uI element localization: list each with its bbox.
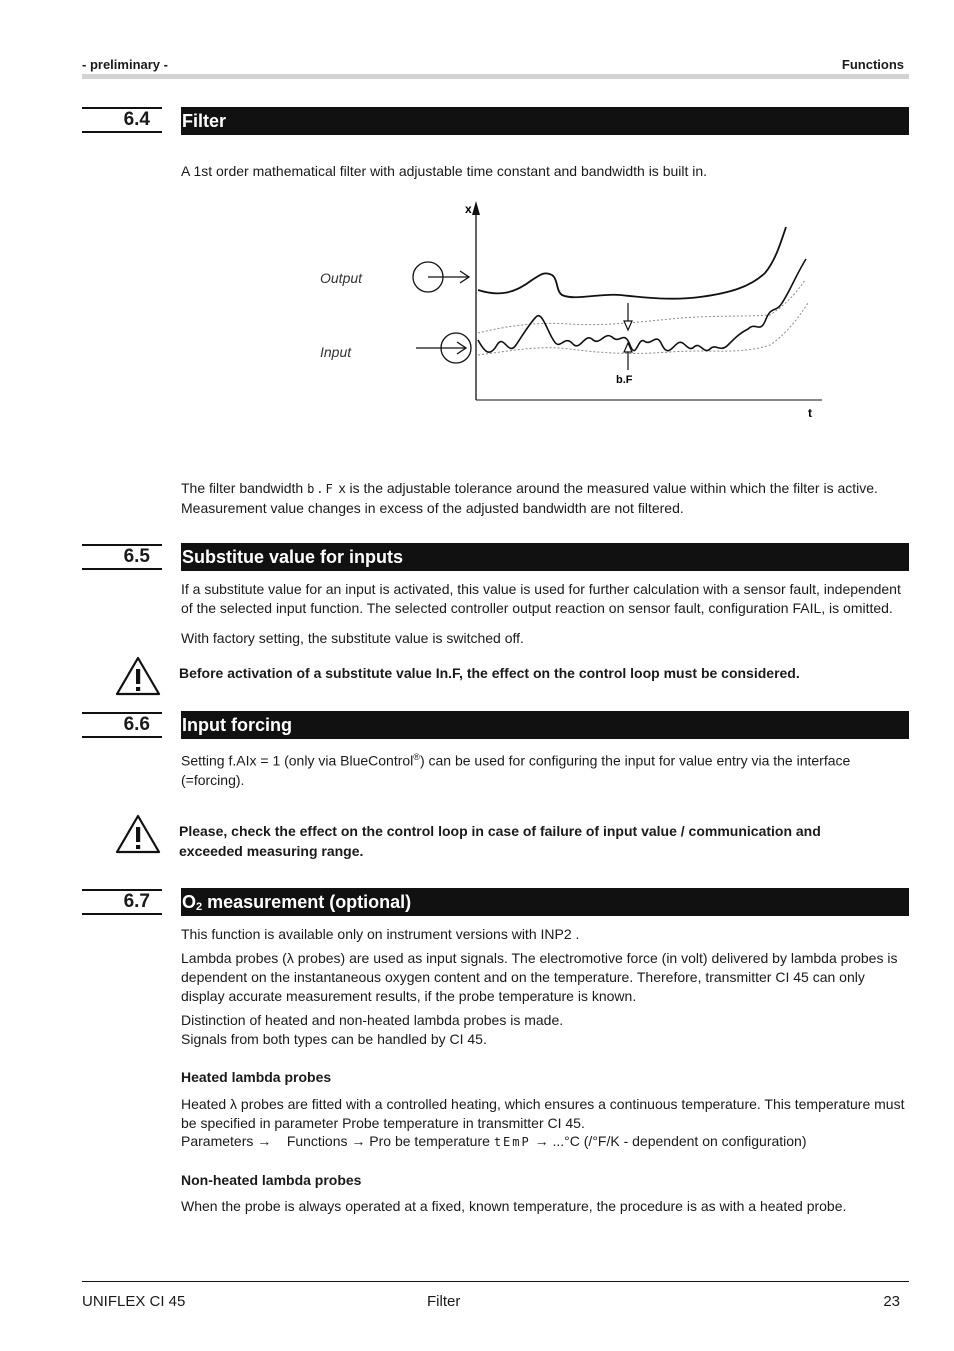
parameter-path: [181, 1132, 909, 1152]
nonheated-heading: Non-heated lambda probes: [181, 1172, 362, 1188]
warning-icon: [115, 814, 161, 854]
substitute-para2: With factory setting, the substitute value is switched off.: [181, 630, 524, 646]
o2-para3: [181, 1011, 909, 1049]
nonheated-para: When the probe is always operated at a fixed, known temperature, the procedure is as with a heated probe.: [181, 1198, 847, 1214]
section-title: Input forcing: [181, 711, 909, 739]
section-number: 6.5: [82, 544, 162, 570]
band-upper: [478, 280, 805, 333]
heated-para: Heated λ probes are fitted with a controlled heating, which ensures a continuous temperature. This temperature must be specified in parameter Probe temperature in transmitter CI 45.: [181, 1096, 905, 1131]
registered-mark: ®: [413, 752, 420, 762]
header-rule: [82, 74, 909, 79]
o2-title-pre: O: [182, 892, 197, 912]
warning-icon: [115, 656, 161, 696]
header-right: Functions: [841, 57, 904, 72]
bandwidth-pre: The filter bandwidth: [181, 480, 304, 496]
substitute-para1: If a substitute value for an input is activated, this value is used for further calculation with a sensor fault, independent of the selected input function. The selected controller output reaction on sensor fault, configuration FAIL, is omitted.: [181, 581, 901, 616]
y-axis-arrow: [472, 201, 480, 215]
bf-label: b.F: [616, 374, 633, 386]
o2-title-sub: 2: [196, 901, 203, 913]
path-part-b: Functions → Pro be temperature: [286, 1133, 490, 1149]
input-label: Input: [320, 344, 352, 360]
page-number: 23: [883, 1293, 900, 1310]
forcing-para: [181, 748, 909, 790]
bandwidth-code: b.F: [307, 482, 335, 496]
forcing-para-post: ) can be used for configuring the input for value entry via the interface (=forcing).: [181, 752, 851, 788]
output-label: Output: [320, 270, 363, 286]
section-title: Filter: [181, 107, 909, 135]
filter-diagram: [300, 195, 840, 430]
section-number: 6.7: [82, 889, 162, 915]
o2-para3-line2: Signals from both types can be handled by CI 45.: [181, 1031, 487, 1047]
section-number: 6.6: [82, 712, 162, 738]
section-number: 6.4: [82, 107, 162, 133]
o2-para3-line1: Distinction of heated and non-heated lambda probes is made.: [181, 1012, 564, 1028]
x-axis-label: t: [808, 406, 812, 420]
footer-left: UNIFLEX CI 45: [82, 1293, 186, 1310]
input-signal: [478, 259, 806, 352]
filter-diagram-svg: [300, 195, 840, 430]
section-title: Substitue value for inputs: [181, 543, 909, 571]
path-part-a: Parameters →: [181, 1133, 272, 1149]
substitute-warning: Before activation of a substitute value In.F, the effect on the control loop must be considered.: [179, 665, 800, 681]
path-part-c: → ...°C (/°F/K - dependent on configuration): [534, 1133, 807, 1149]
o2-title-post: measurement (optional): [202, 892, 412, 912]
forcing-warning: Please, check the effect on the control loop in case of failure of input value / communication and exceeded measuring range.: [179, 823, 821, 859]
path-code: tEmP: [493, 1135, 531, 1149]
footer-center: Filter: [427, 1293, 461, 1310]
bandwidth-post: x is the adjustable tolerance around the measured value within which the filter is active.: [338, 480, 878, 496]
output-signal: [478, 227, 786, 299]
header-left: - preliminary -: [82, 57, 168, 72]
o2-para2: Lambda probes (λ probes) are used as input signals. The electromotive force (in volt) delivered by lambda probes is dependent on the instantaneous oxygen content and on the temperature. Therefore, transmitter CI 45 can only display accurate measurement results, if the probe temperature is known.: [181, 950, 898, 1004]
bandwidth-paragraph: [181, 479, 909, 518]
bf-arrow-top-head: [624, 321, 632, 330]
o2-para1: This function is available only on instrument versions with INP2 .: [181, 926, 580, 942]
filter-intro: A 1st order mathematical filter with adjustable time constant and bandwidth is built in.: [181, 163, 708, 179]
footer-rule: [82, 1281, 909, 1282]
y-axis-label: x: [465, 202, 472, 216]
forcing-para-pre: Setting f.AIx = 1 (only via BlueControl: [181, 752, 414, 769]
heated-heading: Heated lambda probes: [181, 1069, 332, 1085]
section-title: [181, 888, 909, 916]
bandwidth-line2: Measurement value changes in excess of the adjusted bandwidth are not filtered.: [181, 500, 684, 516]
